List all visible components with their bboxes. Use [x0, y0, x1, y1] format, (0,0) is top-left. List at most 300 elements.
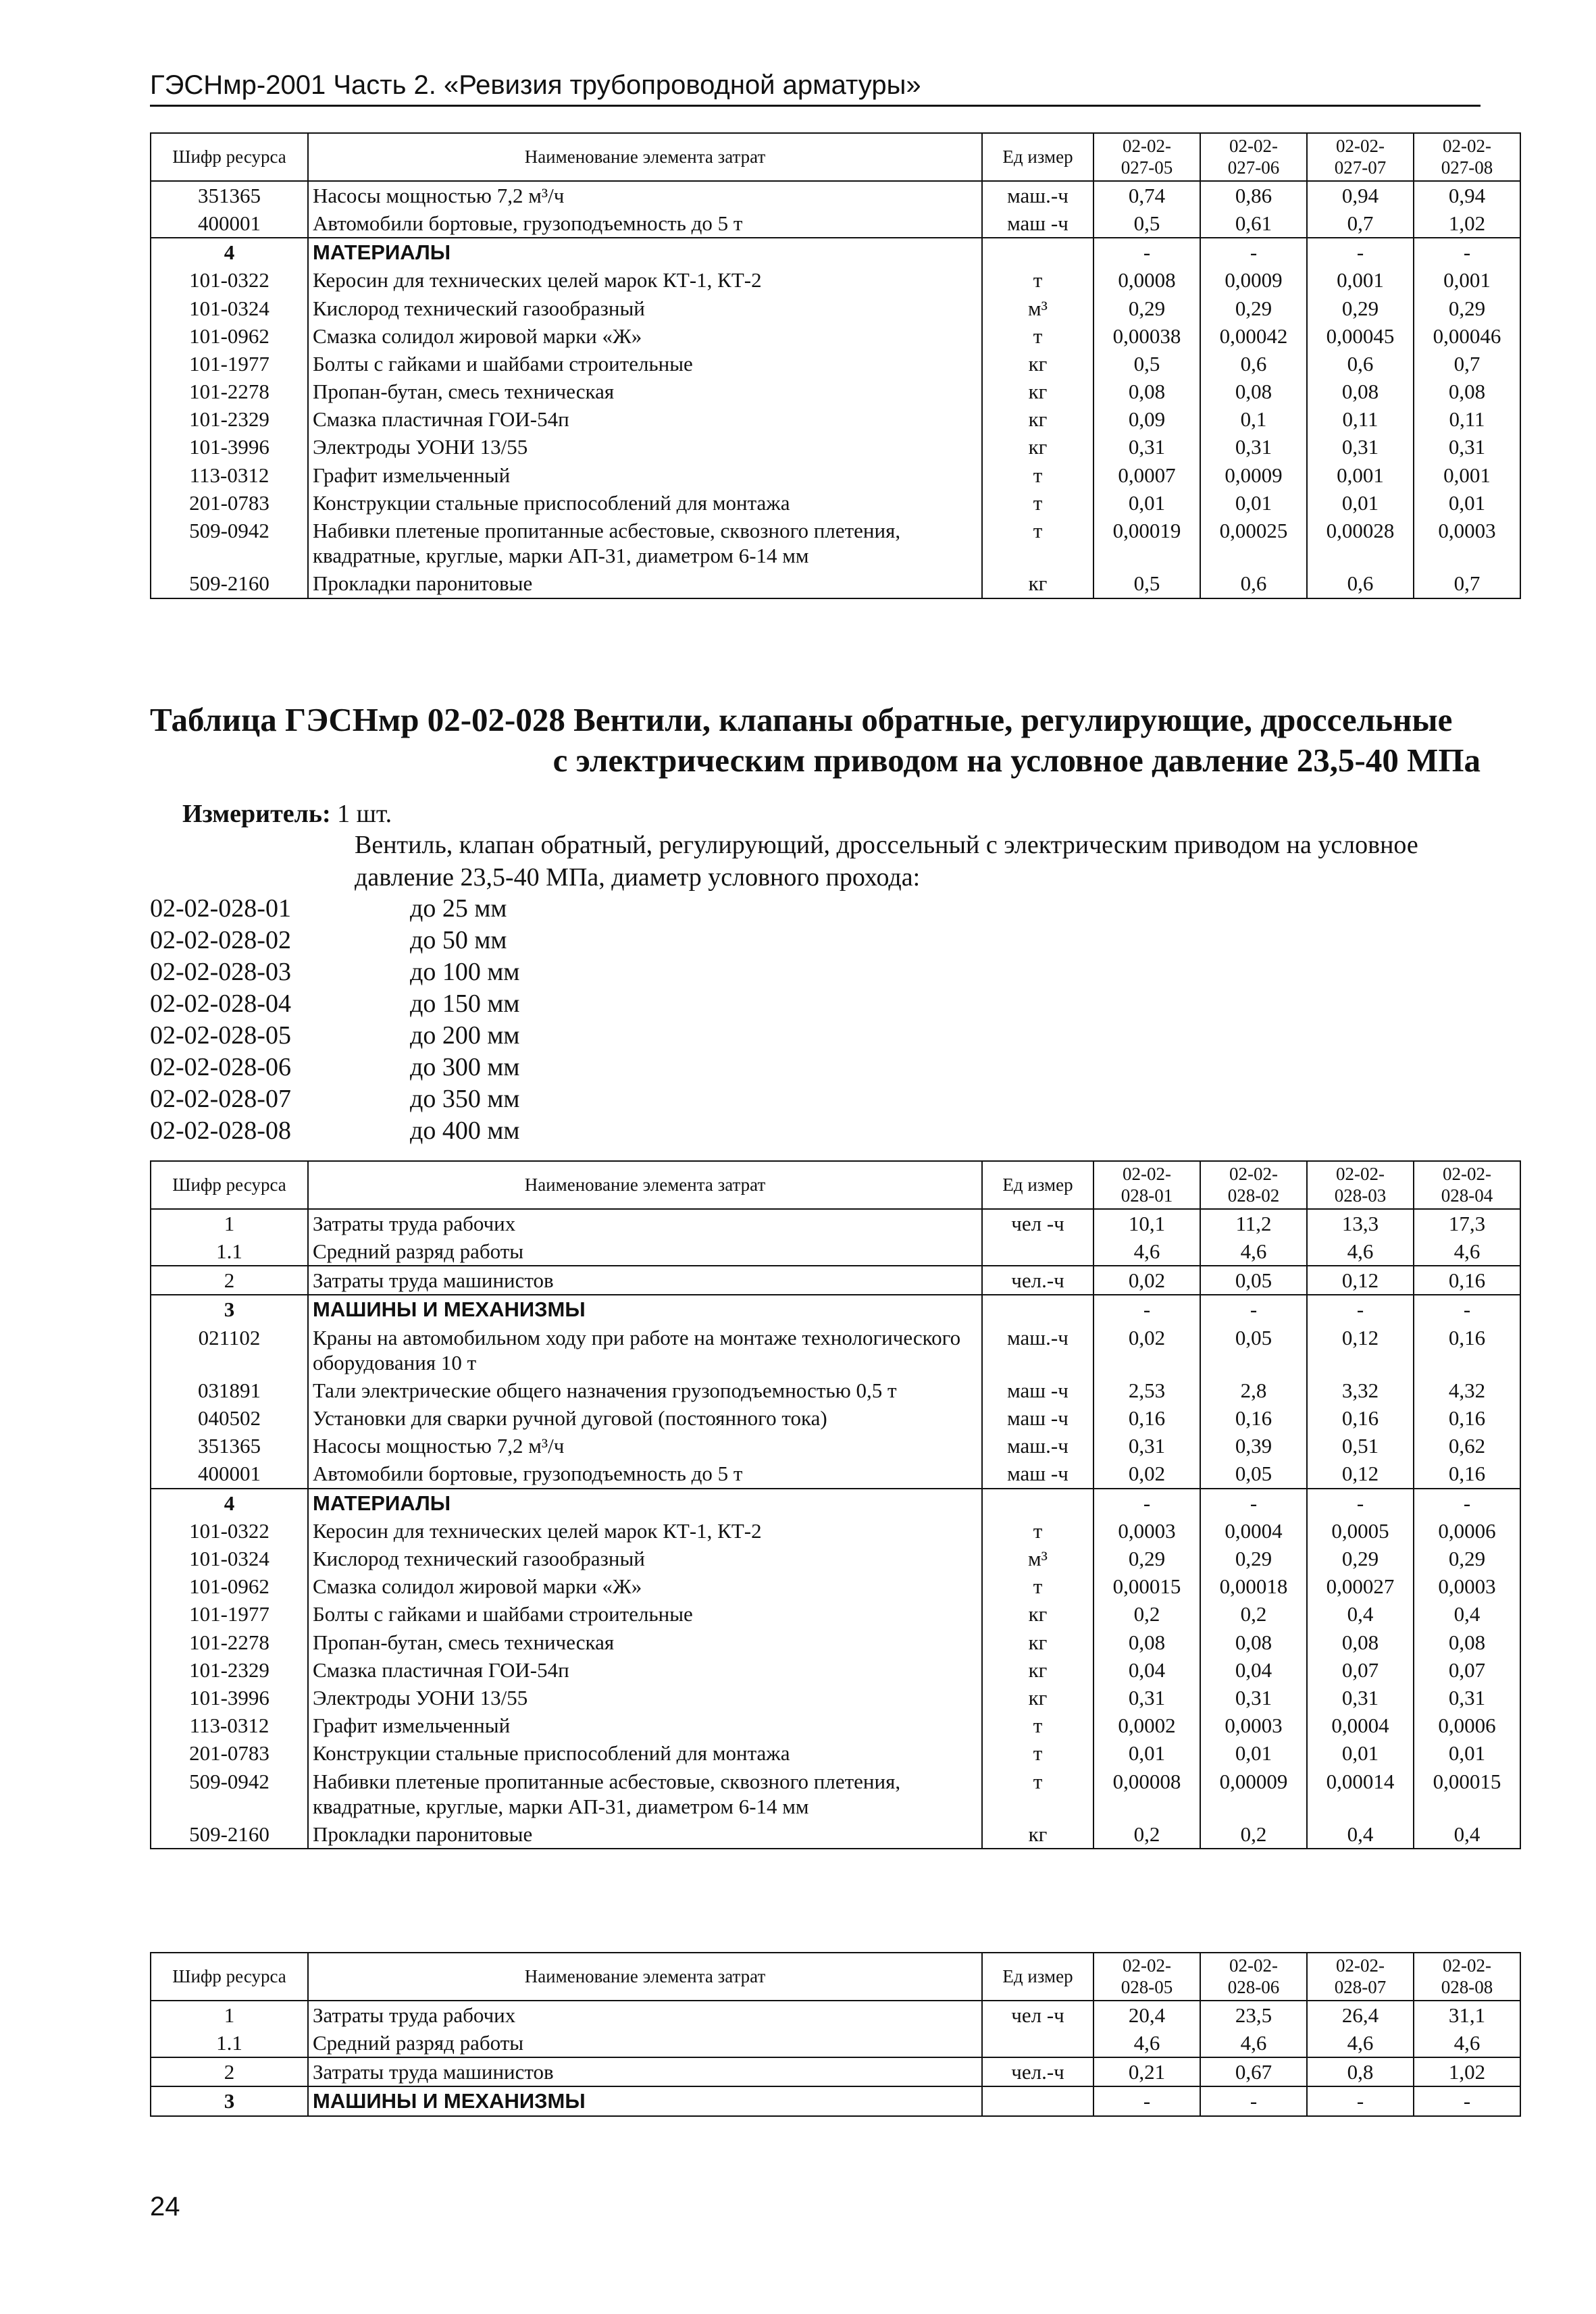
resource-name: Набивки плетеные пропитанные асбестовые, сквозного плетения, квадратные, круглые, марки АП-31, диаметром 6-14 мм — [308, 517, 982, 569]
norm-value: 0,0003 — [1414, 1572, 1520, 1600]
norm-value: 0,29 — [1307, 294, 1414, 322]
norm-value: 1,02 — [1414, 209, 1520, 238]
resource-unit — [982, 2086, 1093, 2115]
norm-value: 0,05 — [1200, 1324, 1307, 1377]
resource-code: 101-0962 — [151, 322, 308, 350]
norm-value: - — [1200, 2086, 1307, 2115]
col-header-norm: 02-02- 028-08 — [1414, 1953, 1520, 2001]
resource-code: 101-2278 — [151, 1628, 308, 1656]
table-row — [151, 2001, 1520, 2029]
resource-unit: кг — [982, 433, 1093, 461]
resource-unit: т — [982, 1739, 1093, 1767]
resource-name: Керосин для технических целей марок КТ-1, КТ-2 — [308, 1517, 982, 1545]
norm-value: 11,2 — [1200, 1209, 1307, 1237]
resource-name: Автомобили бортовые, грузоподъемность до 5 т — [308, 209, 982, 238]
col-header-norm: 02-02- 028-03 — [1307, 1161, 1414, 1209]
resource-code: 3 — [151, 2086, 308, 2115]
variant-list — [150, 893, 519, 1147]
col-header-unit: Ед измер — [982, 1161, 1093, 1209]
col-header-code: Шифр ресурса — [151, 1161, 308, 1209]
table-row — [151, 569, 1520, 598]
resource-unit — [982, 1489, 1093, 1517]
norm-value: 17,3 — [1414, 1209, 1520, 1237]
norm-value: 0,7 — [1307, 209, 1414, 238]
norm-value: 0,16 — [1200, 1404, 1307, 1432]
norm-value: 0,74 — [1093, 181, 1200, 209]
resource-unit — [982, 2029, 1093, 2057]
norm-value: 0,1 — [1200, 405, 1307, 433]
resource-code: 101-2329 — [151, 405, 308, 433]
norm-value: 0,11 — [1414, 405, 1520, 433]
norm-value: 0,29 — [1414, 294, 1520, 322]
norm-value: - — [1093, 2086, 1200, 2115]
norm-value: 0,00028 — [1307, 517, 1414, 569]
resource-name: Графит измельченный — [308, 461, 982, 489]
resource-unit: т — [982, 1572, 1093, 1600]
table-row — [151, 1404, 1520, 1432]
norm-value: 0,86 — [1200, 181, 1307, 209]
col-header-norm: 02-02- 028-07 — [1307, 1953, 1414, 2001]
table-row — [151, 461, 1520, 489]
norm-value: 0,001 — [1414, 461, 1520, 489]
variant-item — [150, 1083, 519, 1115]
norm-value: - — [1093, 1489, 1200, 1517]
table-row — [151, 1628, 1520, 1656]
norm-value: - — [1307, 2086, 1414, 2115]
norm-value: 0,7 — [1414, 350, 1520, 378]
norm-value: 0,08 — [1414, 378, 1520, 405]
norm-value: 4,6 — [1414, 1237, 1520, 1266]
norm-value: 0,6 — [1307, 569, 1414, 598]
table-row — [151, 405, 1520, 433]
norm-value: 0,39 — [1200, 1432, 1307, 1460]
resource-unit: чел.-ч — [982, 1266, 1093, 1295]
norm-value: 0,08 — [1093, 1628, 1200, 1656]
resource-code: 1 — [151, 1209, 308, 1237]
resource-name: Краны на автомобильном ходу при работе на монтаже технологического оборудования 10 т — [308, 1324, 982, 1377]
norm-value: 0,61 — [1200, 209, 1307, 238]
resource-name: Прокладки паронитовые — [308, 1820, 982, 1849]
norm-value: 4,32 — [1414, 1377, 1520, 1404]
resource-name: Установки для сварки ручной дуговой (постоянного тока) — [308, 1404, 982, 1432]
resource-code: 2 — [151, 2057, 308, 2086]
table-title — [150, 700, 1481, 781]
norm-value: 13,3 — [1307, 1209, 1414, 1237]
norm-value: 0,31 — [1414, 1684, 1520, 1712]
norm-value: 0,08 — [1414, 1628, 1520, 1656]
table-row — [151, 294, 1520, 322]
norm-value: 0,5 — [1093, 209, 1200, 238]
resource-name: Графит измельченный — [308, 1712, 982, 1739]
norm-value: 0,6 — [1200, 350, 1307, 378]
variant-code: 02-02-028-01 — [150, 894, 291, 923]
norm-value: 0,11 — [1307, 405, 1414, 433]
resource-unit: м³ — [982, 1545, 1093, 1572]
norm-value: 0,5 — [1093, 569, 1200, 598]
norm-value: 0,29 — [1414, 1545, 1520, 1572]
running-header: ГЭСНмр-2001 Часть 2. «Ревизия трубопроводной арматуры» — [150, 70, 1481, 107]
resource-code: 1 — [151, 2001, 308, 2029]
resource-table-028-01-04 — [150, 1160, 1521, 1849]
resource-unit: маш -ч — [982, 209, 1093, 238]
table-row — [151, 1237, 1520, 1266]
page-number: 24 — [150, 2192, 180, 2221]
norm-value: 0,00015 — [1414, 1768, 1520, 1820]
norm-value: 0,07 — [1414, 1656, 1520, 1684]
resource-unit: маш -ч — [982, 1460, 1093, 1488]
norm-value: - — [1093, 1295, 1200, 1323]
resource-code: 1.1 — [151, 1237, 308, 1266]
table-row — [151, 1460, 1520, 1488]
work-description: Вентиль, клапан обратный, регулирующий, дроссельный с электрическим приводом на условное давление 23,5-40 МПа, диаметр условного прохода: — [355, 831, 1418, 892]
norm-value: 0,31 — [1307, 1684, 1414, 1712]
norm-value: 26,4 — [1307, 2001, 1414, 2029]
resource-unit: чел.-ч — [982, 2057, 1093, 2086]
header-row — [151, 133, 1520, 181]
resource-name: Кислород технический газообразный — [308, 1545, 982, 1572]
norm-value: 0,00015 — [1093, 1572, 1200, 1600]
resource-unit: т — [982, 266, 1093, 294]
resource-name: МАШИНЫ И МЕХАНИЗМЫ — [308, 2086, 982, 2115]
norm-value: 0,0002 — [1093, 1712, 1200, 1739]
table-row — [151, 2057, 1520, 2086]
norm-value: 4,6 — [1093, 1237, 1200, 1266]
norm-value: 0,05 — [1200, 1266, 1307, 1295]
resource-unit: кг — [982, 1600, 1093, 1628]
norm-value: 0,31 — [1307, 433, 1414, 461]
table-row — [151, 1768, 1520, 1820]
resource-name: Затраты труда рабочих — [308, 2001, 982, 2029]
norm-value: 0,0003 — [1200, 1712, 1307, 1739]
norm-value: 0,4 — [1414, 1820, 1520, 1849]
norm-value: 0,01 — [1093, 1739, 1200, 1767]
norm-value: 0,00038 — [1093, 322, 1200, 350]
table-row — [151, 322, 1520, 350]
norm-value: - — [1307, 1489, 1414, 1517]
table-row — [151, 517, 1520, 569]
norm-value: 20,4 — [1093, 2001, 1200, 2029]
resource-unit: маш.-ч — [982, 181, 1093, 209]
norm-value: 0,6 — [1307, 350, 1414, 378]
variant-code: 02-02-028-02 — [150, 926, 291, 954]
resource-unit: кг — [982, 350, 1093, 378]
resource-name: Пропан-бутан, смесь техническая — [308, 1628, 982, 1656]
resource-name: Керосин для технических целей марок КТ-1, КТ-2 — [308, 266, 982, 294]
norm-value: 0,0006 — [1414, 1712, 1520, 1739]
resource-code: 509-0942 — [151, 1768, 308, 1820]
resource-table-027 — [150, 132, 1521, 599]
variant-code: 02-02-028-05 — [150, 1021, 291, 1050]
norm-value: 31,1 — [1414, 2001, 1520, 2029]
resource-unit: т — [982, 1517, 1093, 1545]
resource-code: 4 — [151, 238, 308, 266]
norm-value: 0,94 — [1414, 181, 1520, 209]
norm-value: 0,16 — [1307, 1404, 1414, 1432]
variant-diameter: до 25 мм — [410, 894, 507, 923]
variant-code: 02-02-028-08 — [150, 1116, 291, 1145]
norm-value: 0,29 — [1093, 1545, 1200, 1572]
resource-code: 101-0324 — [151, 294, 308, 322]
norm-value: 0,04 — [1200, 1656, 1307, 1684]
resource-unit: кг — [982, 405, 1093, 433]
norm-value: 0,6 — [1200, 569, 1307, 598]
norm-value: 0,00027 — [1307, 1572, 1414, 1600]
resource-name: Смазка солидол жировой марки «Ж» — [308, 322, 982, 350]
norm-value: 3,32 — [1307, 1377, 1414, 1404]
resource-code: 1.1 — [151, 2029, 308, 2057]
col-header-code: Шифр ресурса — [151, 1953, 308, 2001]
norm-value: 0,94 — [1307, 181, 1414, 209]
resource-unit: чел -ч — [982, 1209, 1093, 1237]
col-header-name: Наименование элемента затрат — [308, 133, 982, 181]
resource-unit: т — [982, 517, 1093, 569]
norm-value: - — [1414, 1489, 1520, 1517]
norm-value: - — [1307, 1295, 1414, 1323]
norm-value: 0,67 — [1200, 2057, 1307, 2086]
norm-value: 0,09 — [1093, 405, 1200, 433]
norm-value: 0,12 — [1307, 1460, 1414, 1488]
resource-code: 201-0783 — [151, 1739, 308, 1767]
norm-value: 0,21 — [1093, 2057, 1200, 2086]
variant-diameter: до 50 мм — [410, 926, 507, 954]
norm-value: 2,8 — [1200, 1377, 1307, 1404]
resource-unit: кг — [982, 378, 1093, 405]
norm-value: 0,2 — [1093, 1600, 1200, 1628]
variant-item — [150, 988, 519, 1020]
resource-name: Электроды УОНИ 13/55 — [308, 433, 982, 461]
header-row — [151, 1953, 1520, 2001]
norm-value: 0,16 — [1414, 1460, 1520, 1488]
table-title-line-2: с электрическим приводом на условное давление 23,5-40 МПа — [552, 741, 1481, 779]
col-header-norm: 02-02- 027-06 — [1200, 133, 1307, 181]
norm-value: 0,0007 — [1093, 461, 1200, 489]
resource-code: 101-2329 — [151, 1656, 308, 1684]
norm-value: 0,01 — [1414, 489, 1520, 517]
resource-code: 101-0324 — [151, 1545, 308, 1572]
col-header-code: Шифр ресурса — [151, 133, 308, 181]
norm-value: 0,08 — [1307, 378, 1414, 405]
resource-name: Пропан-бутан, смесь техническая — [308, 378, 982, 405]
norm-value: 0,29 — [1093, 294, 1200, 322]
resource-unit — [982, 1295, 1093, 1323]
resource-unit: кг — [982, 569, 1093, 598]
col-header-norm: 02-02- 028-05 — [1093, 1953, 1200, 2001]
norm-value: 0,0009 — [1200, 461, 1307, 489]
norm-value: 0,01 — [1200, 1739, 1307, 1767]
norm-value: 23,5 — [1200, 2001, 1307, 2029]
norm-value: 0,2 — [1200, 1820, 1307, 1849]
resource-name: МАТЕРИАЛЫ — [308, 1489, 982, 1517]
norm-value: 0,31 — [1093, 1432, 1200, 1460]
resource-unit: маш -ч — [982, 1404, 1093, 1432]
norm-value: 0,01 — [1414, 1739, 1520, 1767]
table-row — [151, 209, 1520, 238]
variant-code: 02-02-028-07 — [150, 1085, 291, 1113]
norm-value: 0,51 — [1307, 1432, 1414, 1460]
resource-code: 509-2160 — [151, 1820, 308, 1849]
norm-value: - — [1414, 2086, 1520, 2115]
norm-value: 4,6 — [1093, 2029, 1200, 2057]
table-row — [151, 181, 1520, 209]
resource-unit: кг — [982, 1656, 1093, 1684]
header-row — [151, 1161, 1520, 1209]
resource-name: Затраты труда рабочих — [308, 1209, 982, 1237]
norm-value: 0,0005 — [1307, 1517, 1414, 1545]
table-row — [151, 1684, 1520, 1712]
norm-value: 0,08 — [1200, 378, 1307, 405]
norm-value: 0,08 — [1200, 1628, 1307, 1656]
norm-value: 0,0003 — [1093, 1517, 1200, 1545]
norm-value: - — [1307, 238, 1414, 266]
col-header-norm: 02-02- 027-08 — [1414, 133, 1520, 181]
table-row — [151, 1572, 1520, 1600]
norm-value: 0,00009 — [1200, 1768, 1307, 1820]
norm-value: 0,4 — [1414, 1600, 1520, 1628]
norm-value: 0,01 — [1093, 489, 1200, 517]
table-row — [151, 378, 1520, 405]
col-header-norm: 02-02- 027-05 — [1093, 133, 1200, 181]
norm-value: 0,00018 — [1200, 1572, 1307, 1600]
resource-name: Смазка пластичная ГОИ-54п — [308, 405, 982, 433]
norm-value: - — [1414, 1295, 1520, 1323]
resource-code: 351365 — [151, 181, 308, 209]
variant-diameter: до 300 мм — [410, 1053, 520, 1081]
col-header-norm: 02-02- 027-07 — [1307, 133, 1414, 181]
norm-value: 0,02 — [1093, 1324, 1200, 1377]
norm-value: 2,53 — [1093, 1377, 1200, 1404]
resource-unit — [982, 238, 1093, 266]
meter — [182, 799, 392, 829]
resource-unit: т — [982, 322, 1093, 350]
norm-value: 0,00045 — [1307, 322, 1414, 350]
resource-code: 509-0942 — [151, 517, 308, 569]
table-row — [151, 238, 1520, 266]
resource-code: 101-3996 — [151, 1684, 308, 1712]
resource-unit: маш.-ч — [982, 1432, 1093, 1460]
norm-value: 0,16 — [1414, 1404, 1520, 1432]
norm-value: 0,31 — [1093, 433, 1200, 461]
resource-code: 101-1977 — [151, 350, 308, 378]
table-row — [151, 1266, 1520, 1295]
col-header-name: Наименование элемента затрат — [308, 1161, 982, 1209]
resource-name: Автомобили бортовые, грузоподъемность до 5 т — [308, 1460, 982, 1488]
norm-value: - — [1200, 1295, 1307, 1323]
resource-code: 040502 — [151, 1404, 308, 1432]
resource-name: Набивки плетеные пропитанные асбестовые, сквозного плетения, квадратные, круглые, марки АП-31, диаметром 6-14 мм — [308, 1768, 982, 1820]
resource-unit: т — [982, 1768, 1093, 1820]
resource-code: 101-0962 — [151, 1572, 308, 1600]
col-header-name: Наименование элемента затрат — [308, 1953, 982, 2001]
resource-unit: маш.-ч — [982, 1324, 1093, 1377]
norm-value: 0,02 — [1093, 1460, 1200, 1488]
norm-value: 0,16 — [1093, 1404, 1200, 1432]
resource-code: 101-0322 — [151, 1517, 308, 1545]
table-row — [151, 1377, 1520, 1404]
resource-unit: чел -ч — [982, 2001, 1093, 2029]
norm-value: 0,001 — [1307, 266, 1414, 294]
resource-code: 351365 — [151, 1432, 308, 1460]
norm-value: 0,0003 — [1414, 517, 1520, 569]
table-row — [151, 1489, 1520, 1517]
col-header-norm: 02-02- 028-04 — [1414, 1161, 1520, 1209]
resource-name: Болты с гайками и шайбами строительные — [308, 350, 982, 378]
table-row — [151, 1432, 1520, 1460]
resource-code: 101-0322 — [151, 266, 308, 294]
variant-code: 02-02-028-04 — [150, 989, 291, 1018]
norm-value: 0,01 — [1307, 489, 1414, 517]
variant-diameter: до 400 мм — [410, 1116, 520, 1145]
variant-item — [150, 1115, 519, 1147]
table-row — [151, 1295, 1520, 1323]
resource-name: Смазка пластичная ГОИ-54п — [308, 1656, 982, 1684]
norm-value: 4,6 — [1414, 2029, 1520, 2057]
variant-diameter: до 150 мм — [410, 989, 520, 1018]
norm-value: 0,31 — [1200, 433, 1307, 461]
col-header-norm: 02-02- 028-01 — [1093, 1161, 1200, 1209]
table-row — [151, 350, 1520, 378]
table-title-line-1: Таблица ГЭСНмр 02-02-028 Вентили, клапаны обратные, регулирующие, дроссельные — [150, 701, 1453, 738]
norm-value: 0,7 — [1414, 569, 1520, 598]
resource-code: 021102 — [151, 1324, 308, 1377]
variant-code: 02-02-028-03 — [150, 958, 291, 986]
norm-value: 0,00014 — [1307, 1768, 1414, 1820]
norm-value: 4,6 — [1307, 1237, 1414, 1266]
norm-value: 0,01 — [1200, 489, 1307, 517]
resource-name: Прокладки паронитовые — [308, 569, 982, 598]
resource-name: Конструкции стальные приспособлений для монтажа — [308, 489, 982, 517]
norm-value: 0,29 — [1200, 294, 1307, 322]
norm-value: 0,29 — [1200, 1545, 1307, 1572]
resource-name: МАШИНЫ И МЕХАНИЗМЫ — [308, 1295, 982, 1323]
resource-name: Конструкции стальные приспособлений для монтажа — [308, 1739, 982, 1767]
norm-value: 0,00008 — [1093, 1768, 1200, 1820]
resource-name: Насосы мощностью 7,2 м³/ч — [308, 181, 982, 209]
resource-code: 2 — [151, 1266, 308, 1295]
col-header-norm: 02-02- 028-02 — [1200, 1161, 1307, 1209]
norm-value: 0,02 — [1093, 1266, 1200, 1295]
norm-value: 0,0009 — [1200, 266, 1307, 294]
norm-value: 0,62 — [1414, 1432, 1520, 1460]
norm-value: 0,08 — [1307, 1628, 1414, 1656]
table-row — [151, 1712, 1520, 1739]
resource-unit — [982, 1237, 1093, 1266]
meter-label: Измеритель: — [182, 800, 331, 828]
norm-value: 4,6 — [1200, 2029, 1307, 2057]
norm-value: 4,6 — [1307, 2029, 1414, 2057]
norm-value: - — [1414, 238, 1520, 266]
table-row — [151, 1739, 1520, 1767]
resource-unit: кг — [982, 1628, 1093, 1656]
norm-value: 0,01 — [1307, 1739, 1414, 1767]
norm-value: 0,00046 — [1414, 322, 1520, 350]
resource-name: Болты с гайками и шайбами строительные — [308, 1600, 982, 1628]
norm-value: 1,02 — [1414, 2057, 1520, 2086]
norm-value: 0,00042 — [1200, 322, 1307, 350]
resource-code: 4 — [151, 1489, 308, 1517]
norm-value: 0,16 — [1414, 1324, 1520, 1377]
norm-value: 0,8 — [1307, 2057, 1414, 2086]
resource-name: Средний разряд работы — [308, 2029, 982, 2057]
col-header-unit: Ед измер — [982, 133, 1093, 181]
variant-item — [150, 925, 519, 956]
variant-diameter: до 350 мм — [410, 1085, 520, 1113]
norm-value: 0,04 — [1093, 1656, 1200, 1684]
table-row — [151, 1324, 1520, 1377]
table-row — [151, 1820, 1520, 1849]
norm-value: 0,00019 — [1093, 517, 1200, 569]
variant-code: 02-02-028-06 — [150, 1053, 291, 1081]
norm-value: 0,08 — [1093, 378, 1200, 405]
